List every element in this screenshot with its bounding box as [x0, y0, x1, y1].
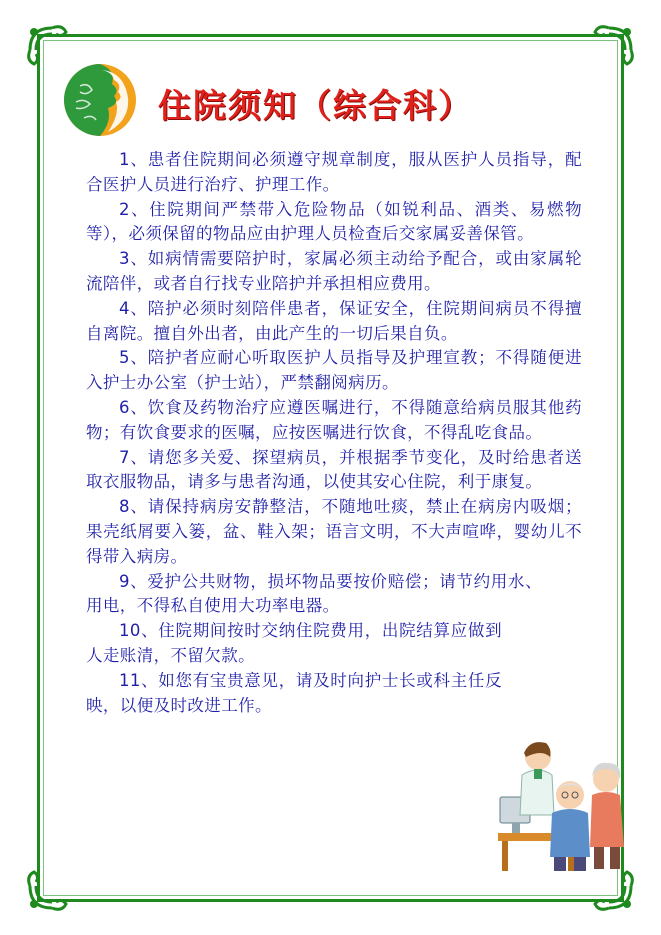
notice-item: 11、如您有宝贵意见，请及时向护士长或科主任反映，以便及时改进工作。 [86, 670, 502, 715]
hospital-logo-icon [62, 62, 138, 138]
notice-item: 10、住院期间按时交纳住院费用，出院结算应做到人走账清，不留欠款。 [86, 621, 502, 665]
notice-item: 7、请您多关爱、探望病员，并根据季节变化，及时给患者送取衣服物品，请多与患者沟通，以使其安心住院，利于康复。 [86, 447, 582, 492]
corner-ornament-icon [22, 856, 82, 916]
notice-item: 1、患者住院期间必须遵守规章制度，服从医护人员指导，配合医护人员进行治疗、护理工作。 [86, 150, 582, 194]
notice-item: 2、住院期间严禁带入危险物品（如锐利品、酒类、易燃物等），必须保留的物品应由护理人员检查后交家属妥善保管。 [86, 199, 582, 244]
corner-ornament-icon [579, 20, 639, 80]
notice-item: 9、爱护公共财物，损坏物品要按价赔偿；请节约用水、用电，不得私自使用大功率电器。 [86, 571, 542, 616]
notice-item: 4、陪护必须时刻陪伴患者，保证安全，住院期间病员不得擅自离院。擅自外出者，由此产生的一切后果自负。 [86, 298, 582, 343]
notice-item: 6、饮食及药物治疗应遵医嘱进行，不得随意给病员服其他药物；有饮食要求的医嘱，应按医嘱进行饮食，不得乱吃食品。 [86, 397, 582, 442]
notice-list [86, 148, 582, 718]
notice-item: 3、如病情需要陪护时，家属必须主动给予配合，或由家属轮流陪伴，或者自行找专业陪护并承担相应费用。 [86, 249, 582, 293]
notice-item: 8、请保持病房安静整洁，不随地吐痰，禁止在病房内吸烟；果壳纸屑要入篓，盆、鞋入架；语言文明，不大声喧哗，婴幼儿不得带入病房。 [86, 497, 582, 566]
notice-item: 5、陪护者应耐心听取医护人员指导及护理宣教；不得随便进入护士办公室（护士站），严禁翻阅病历。 [86, 348, 582, 393]
nurse-elderly-cartoon-icon [490, 735, 630, 875]
page-title: 住院须知（综合科） [158, 86, 473, 125]
